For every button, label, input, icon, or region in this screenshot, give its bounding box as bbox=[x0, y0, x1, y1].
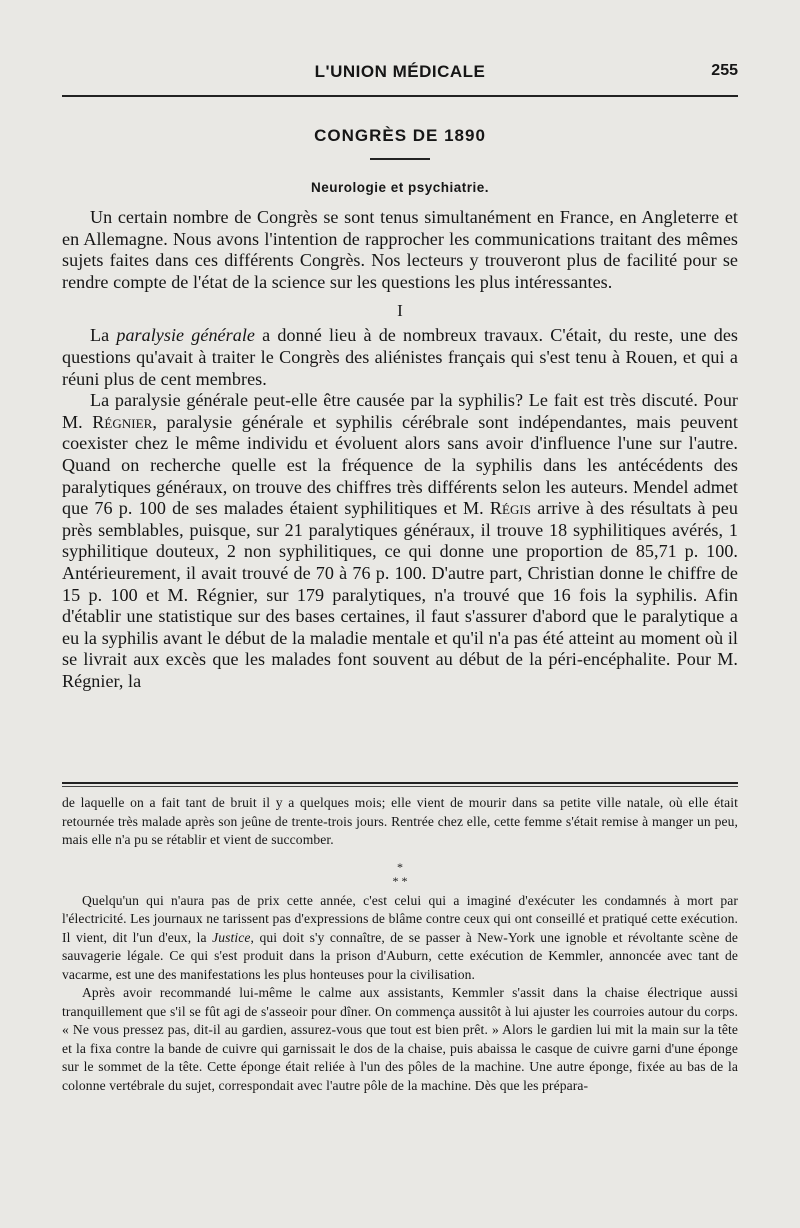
journal-title: L'UNION MÉDICALE bbox=[314, 62, 486, 81]
main-text bbox=[62, 120, 738, 692]
text-run: , paralysie générale et syphilis cérébrale sont indépendantes, mais peuvent coexister chez le même individu et évoluent alors sans avoir d'influence l'une sur l'autre. Quand on recherche quelle est la fréquence de la syphilis dans les antécédents des paralytiques généraux, on trouve des chiffres très différents selon les auteurs. Mendel admet que 76 p. 100 de ses malades étaient syphilitiques et M. bbox=[62, 411, 738, 519]
text-run: , qui doit s'y connaître, de se passer à New-York une ignoble et révoltante scène de sauvagerie légale. Ce qui s'est produit dans la prison d'Auburn, cette exécution de Kemmler, annoncée avec tant de vacarme, est une des manifestations les plus honteuses pour la civilisation. bbox=[62, 929, 738, 982]
paragraph-syphilis bbox=[62, 390, 738, 692]
intro-paragraph: Un certain nombre de Congrès se sont tenus simultanément en France, en Angleterre et en Allemagne. Nous avons l'intention de rapprocher les communications traitant des mêmes sujets faites dans ces différents Congrès. Nos lecteurs y trouveront plus de facilité pour se rendre compte de l'état de la science sur les questions les plus intéressantes. bbox=[62, 207, 738, 292]
note-paragraph bbox=[62, 892, 738, 985]
asterism-top: * bbox=[397, 859, 403, 874]
running-header bbox=[62, 62, 738, 88]
italic-term: paralysie générale bbox=[116, 325, 255, 346]
page-number: 255 bbox=[711, 62, 738, 79]
text-run: La paralysie générale peut-elle être causée par la syphilis? Le fait est très discuté. Pour M. bbox=[62, 390, 738, 432]
subsection-title: Neurologie et psychiatrie. bbox=[310, 180, 490, 195]
text-run: arrive à des résultats à peu près semblables, puisque, sur 21 paralytiques généraux, il trouve 18 syphilitiques avérés, 1 syphilitique douteux, 2 non syphilitiques, ce qui donne une proportion de 85,71 p. 100. Antérieurement, il avait trouvé de 70 à 76 p. 100. D'autre part, Christian donne le chiffre de 15 p. 100 et M. Régnier, sur 179 paralytiques, n'a trouvé que 16 fois la syphilis. Afin d'établir une statistique sur des bases certaines, il faut s'assurer d'abord que le paralytique a eu la syphilis avant le début de la maladie mentale et qu'il n'a pas été atteint au moment où il se livrait aux excès que les malades font souvent au début de la péri-encéphalite. Pour M. Régnier, la bbox=[62, 498, 738, 691]
asterism-bottom: * * bbox=[392, 873, 408, 888]
paragraph-paralysie bbox=[62, 325, 738, 390]
author-name: Régnier bbox=[92, 411, 153, 432]
section-numeral: I bbox=[397, 301, 403, 321]
notes-section bbox=[62, 794, 738, 1095]
notes-rule-thin bbox=[62, 786, 738, 787]
title-rule bbox=[370, 158, 430, 160]
text-run: Quelqu'un qui n'aura pas de prix cette année, c'est celui qui a imaginé d'exécuter les condamnés à mort par l'électricité. Les journaux ne tarissent pas d'expressions de blâme contre ceux qui ont conseillé et pratiqué cette exécution. Il vient, dit l'un d'eux, la bbox=[62, 892, 738, 945]
text-run: La bbox=[90, 325, 117, 346]
note-paragraph: de laquelle on a fait tant de bruit il y a quelques mois; elle vient de mourir dans sa petite ville natale, où elle était retournée très malade après son jeûne de trente-trois jours. Rentrée chez elle, cette femme s'était remise à manger un peu, mais elle n'a pu se rétablir et vient de succomber. bbox=[62, 795, 738, 847]
text-run: a donné lieu à de nombreux travaux. C'était, du reste, une des questions qu'avait à traiter le Congrès des aliénistes français qui s'est tenu à Rouen, et qui a réuni plus de cent membres. bbox=[62, 325, 738, 389]
asterism bbox=[62, 860, 738, 888]
author-name: Régis bbox=[489, 498, 532, 519]
section-title: CONGRÈS DE 1890 bbox=[314, 126, 486, 145]
note-paragraph: Après avoir recommandé lui-même le calme aux assistants, Kemmler s'assit dans la chaise électrique aussi tranquillement que s'il se fût agi de s'asseoir pour dîner. On commença aussitôt à lui ajuster les courroies autour du corps. « Ne vous pressez pas, dit-il au gardien, assurez-vous que tout est bien prêt. » Alors le gardien lui mit la main sur la tête et la fixa contre la bande de cuivre qui garnissait le dos de la chaise, puis abaissa le casque de cuivre garni d'une éponge sur le sommet de la tête. Cette éponge était reliée à l'un des pôles de la machine. Une autre éponge, fixée au bas de la colonne vertébrale du sujet, correspondait avec l'autre pôle de la machine. Dès que les prépara- bbox=[62, 985, 738, 1093]
notes-rule bbox=[62, 782, 738, 784]
header-rule bbox=[62, 95, 738, 97]
italic-title: Justice bbox=[212, 929, 251, 945]
